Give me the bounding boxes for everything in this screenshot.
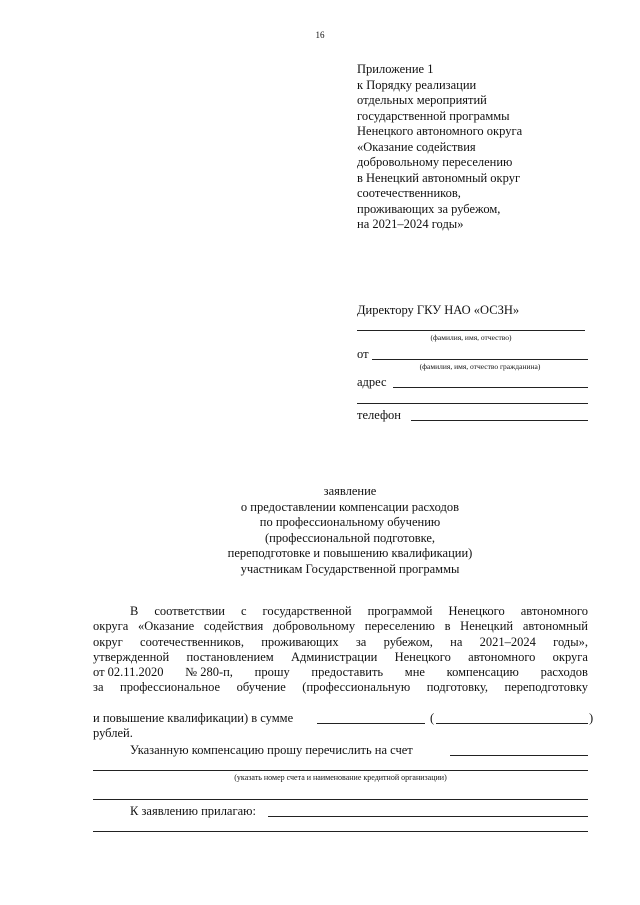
body-word: добровольному xyxy=(272,619,356,634)
appendix-line: «Оказание содействия xyxy=(357,139,476,154)
citizen-name-caption: (фамилия, имя, отчество гражданина) xyxy=(419,362,541,371)
body-word: постановлением xyxy=(186,649,274,664)
application-body xyxy=(93,604,588,696)
body-word: обучение xyxy=(236,680,286,695)
body-word: соотечественников, xyxy=(140,634,244,649)
body-word: с xyxy=(240,604,247,618)
addressee-name-line[interactable] xyxy=(357,330,585,331)
body-word: расходов xyxy=(540,665,588,680)
heading-line: (профессиональной подготовке, xyxy=(264,530,436,545)
sum-words-line[interactable] xyxy=(436,723,588,724)
sum-close-paren: ) xyxy=(589,711,594,725)
body-row xyxy=(93,635,588,650)
body-word: мне xyxy=(404,665,425,680)
transfer-text: Указанную компенсацию прошу перечислить на счет xyxy=(130,743,413,757)
appendix-line: проживающих за рубежом, xyxy=(357,201,501,216)
body-word: в xyxy=(444,619,451,634)
body-word: компенсацию xyxy=(446,665,519,680)
body-word: содействия xyxy=(203,619,264,634)
body-word: профессиональное xyxy=(120,680,221,695)
sum-open-paren: ( xyxy=(430,711,435,725)
appendix-line: государственной программы xyxy=(357,108,510,123)
body-word: подготовку, xyxy=(426,680,489,695)
body-word: Ненецкого xyxy=(448,604,505,618)
body-word: переподготовку xyxy=(504,680,588,695)
body-word: автономного xyxy=(468,649,536,664)
body-word: прошу xyxy=(254,665,290,680)
body-word: государственной xyxy=(262,604,352,618)
rubles-text: рублей. xyxy=(93,726,133,740)
account-line-3[interactable] xyxy=(93,799,588,800)
account-line-2[interactable] xyxy=(93,770,588,771)
appendix-line: отдельных мероприятий xyxy=(357,93,487,107)
body-word: № 280-п, xyxy=(185,665,233,680)
citizen-name-line[interactable] xyxy=(372,359,588,360)
heading-line: переподготовке и повышению квалификации) xyxy=(227,546,473,560)
body-word: округ xyxy=(93,634,123,649)
attach-line-2[interactable] xyxy=(93,831,588,832)
page-number: 16 xyxy=(315,30,325,40)
body-word: от 02.11.2020 xyxy=(93,665,164,680)
address-line-2[interactable] xyxy=(357,403,588,404)
body-word: (профессиональную xyxy=(302,680,411,695)
appendix-line: Приложение 1 xyxy=(357,62,434,76)
body-row xyxy=(93,650,588,665)
from-label: от xyxy=(357,347,369,361)
body-word: за xyxy=(355,634,367,649)
address-line[interactable] xyxy=(393,387,588,388)
phone-line[interactable] xyxy=(411,420,588,421)
appendix-block xyxy=(357,62,522,233)
body-word: 2021–2024 xyxy=(479,634,536,649)
body-word: утвержденной xyxy=(93,649,170,664)
heading-line: по профессиональному обучению xyxy=(259,515,441,529)
body-row xyxy=(93,604,588,619)
body-word: Ненецкого xyxy=(394,649,451,664)
body-row xyxy=(93,680,588,695)
body-row xyxy=(93,665,588,680)
address-label: адрес xyxy=(357,375,387,389)
attach-text: К заявлению прилагаю: xyxy=(130,804,256,818)
body-word: округа xyxy=(552,649,588,664)
body-word: программой xyxy=(367,604,433,618)
heading-line: заявление xyxy=(323,484,377,498)
account-line[interactable] xyxy=(450,755,588,756)
appendix-line: к Порядку реализации xyxy=(357,77,477,92)
body-word: автономный xyxy=(522,619,588,634)
appendix-line: добровольному переселению xyxy=(357,155,513,169)
body-word: округа xyxy=(93,619,129,634)
attach-line[interactable] xyxy=(268,816,588,817)
body-word: предоставить xyxy=(311,665,384,680)
body-word: автономного xyxy=(520,604,588,618)
addressee-title: Директору ГКУ НАО «ОСЗН» xyxy=(357,303,520,317)
body-word: на xyxy=(450,634,463,649)
addressee-name-caption: (фамилия, имя, отчество) xyxy=(430,333,512,342)
account-caption: (указать номер счета и наименование кредитной организации) xyxy=(234,773,447,782)
phone-label: телефон xyxy=(357,408,401,422)
heading-line: о предоставлении компенсации расходов xyxy=(240,499,460,514)
body-word: рубежом, xyxy=(383,634,433,649)
appendix-line: на 2021–2024 годы» xyxy=(357,217,464,231)
appendix-line: соотечественников, xyxy=(357,186,461,200)
body-word: Ненецкий xyxy=(460,619,514,634)
appendix-line: Ненецкого автономного округа xyxy=(357,124,523,138)
body-word: проживающих xyxy=(261,634,339,649)
body-word: В xyxy=(130,604,139,618)
body-word: соответствии xyxy=(154,604,225,618)
document-heading xyxy=(0,484,640,577)
body-row xyxy=(93,619,588,634)
body-word: за xyxy=(93,680,104,695)
body-word: Администрации xyxy=(290,649,378,664)
appendix-line: в Ненецкий автономный округ xyxy=(357,170,521,185)
sum-amount-line[interactable] xyxy=(317,723,425,724)
body-word: годы», xyxy=(553,634,588,649)
body-word: переселению xyxy=(364,619,435,634)
sum-prefix: и повышение квалификации) в сумме xyxy=(93,711,294,725)
body-word: «Оказание xyxy=(138,619,195,634)
heading-line: участникам Государственной программы xyxy=(240,561,460,576)
